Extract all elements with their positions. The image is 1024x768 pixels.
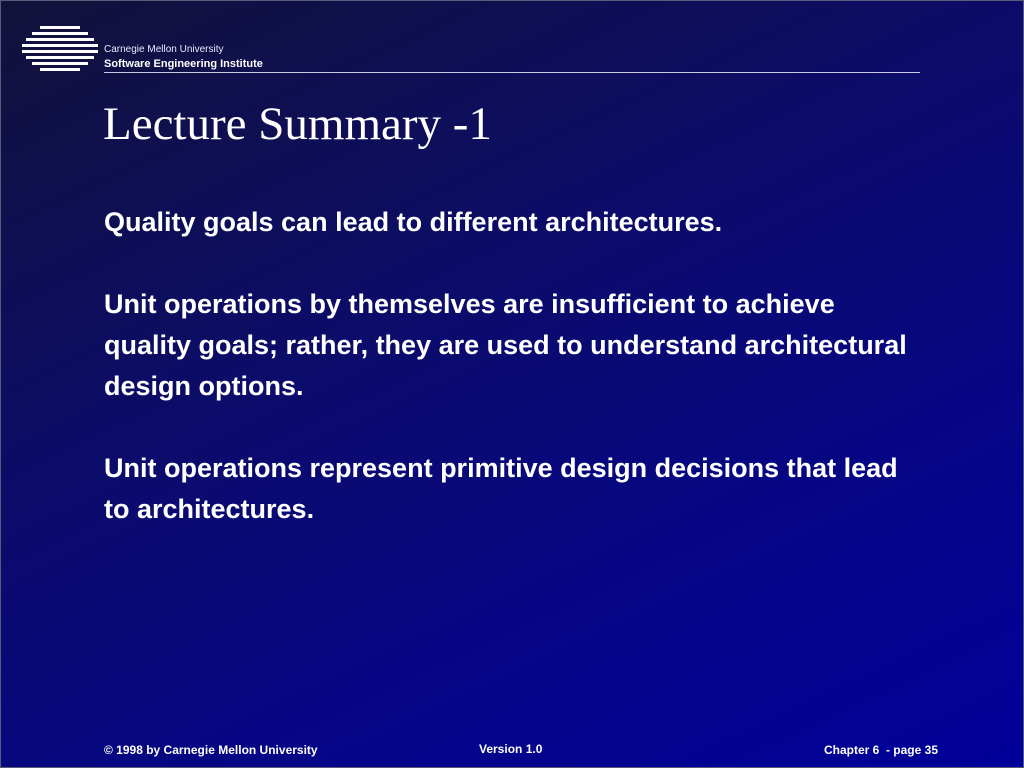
slide-title: Lecture Summary -1 <box>103 98 492 150</box>
slide-body <box>104 202 924 571</box>
organization-header <box>104 44 263 71</box>
summary-point-3: Unit operations represent primitive design decisions that lead to architectures. <box>104 453 898 524</box>
summary-point-1: Quality goals can lead to different architectures. <box>104 207 723 237</box>
header-divider <box>104 72 920 73</box>
university-name: Carnegie Mellon University <box>104 44 224 55</box>
sei-logo-icon <box>20 24 100 72</box>
summary-point-2: Unit operations by themselves are insufficient to achieve quality goals; rather, they are used to understand architectural design options. <box>104 289 907 401</box>
institute-name: Software Engineering Institute <box>104 58 263 70</box>
footer-page-number: Chapter 6 - page 35 <box>823 743 938 757</box>
footer-version: Version 1.0 <box>479 742 543 756</box>
footer-copyright: © 1998 by Carnegie Mellon University <box>104 743 318 757</box>
